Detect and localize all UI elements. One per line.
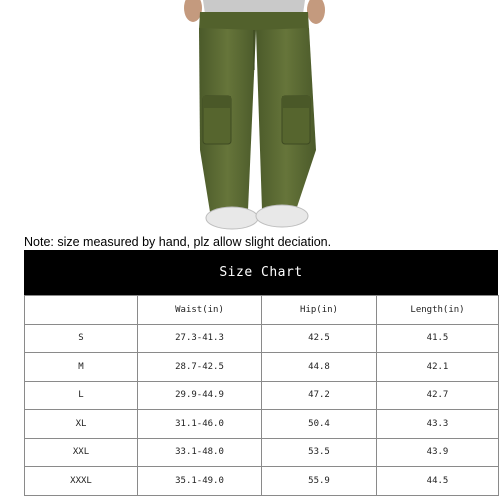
length-cell: 42.7 [377,381,499,410]
table-row [25,353,499,382]
table-row [25,467,499,496]
length-cell: 43.3 [377,410,499,439]
table-header-cell [25,296,138,325]
size-label: XXXL [25,467,138,496]
hip-cell: 47.2 [262,381,377,410]
table-header-cell: Length(in) [377,296,499,325]
size-label: S [25,324,138,353]
table-header-row [25,296,499,325]
measurement-note: Note: size measured by hand, plz allow slight deciation. [24,235,332,249]
hip-cell: 44.8 [262,353,377,382]
size-chart-banner [24,250,498,295]
waist-cell: 27.3-41.3 [138,324,262,353]
hip-cell: 50.4 [262,410,377,439]
table-row [25,438,499,467]
left-shoe [206,207,258,229]
length-cell: 42.1 [377,353,499,382]
hip-cell: 42.5 [262,324,377,353]
size-label: M [25,353,138,382]
table-header-cell: Waist(in) [138,296,262,325]
length-cell: 44.5 [377,467,499,496]
left-pocket-flap [203,96,231,108]
hip-cell: 55.9 [262,467,377,496]
right-pocket-flap [282,96,310,108]
left-hand [184,0,202,22]
size-label: XXL [25,438,138,467]
product-photo [0,0,500,234]
waist-cell: 29.9-44.9 [138,381,262,410]
table-header-cell: Hip(in) [262,296,377,325]
waist-cell: 31.1-46.0 [138,410,262,439]
hip-cell: 53.5 [262,438,377,467]
waist-cell: 28.7-42.5 [138,353,262,382]
waistband [199,12,309,30]
cargo-pants-model-illustration [0,0,500,234]
table-row [25,381,499,410]
right-shoe [256,205,308,227]
table-row [25,410,499,439]
size-table [24,295,499,496]
size-chart-title: Size Chart [219,265,303,280]
length-cell: 43.9 [377,438,499,467]
size-label: L [25,381,138,410]
right-hand [307,0,325,24]
waist-cell: 35.1-49.0 [138,467,262,496]
waist-cell: 33.1-48.0 [138,438,262,467]
size-label: XL [25,410,138,439]
shirt-hem [203,0,305,14]
table-row [25,324,499,353]
length-cell: 41.5 [377,324,499,353]
